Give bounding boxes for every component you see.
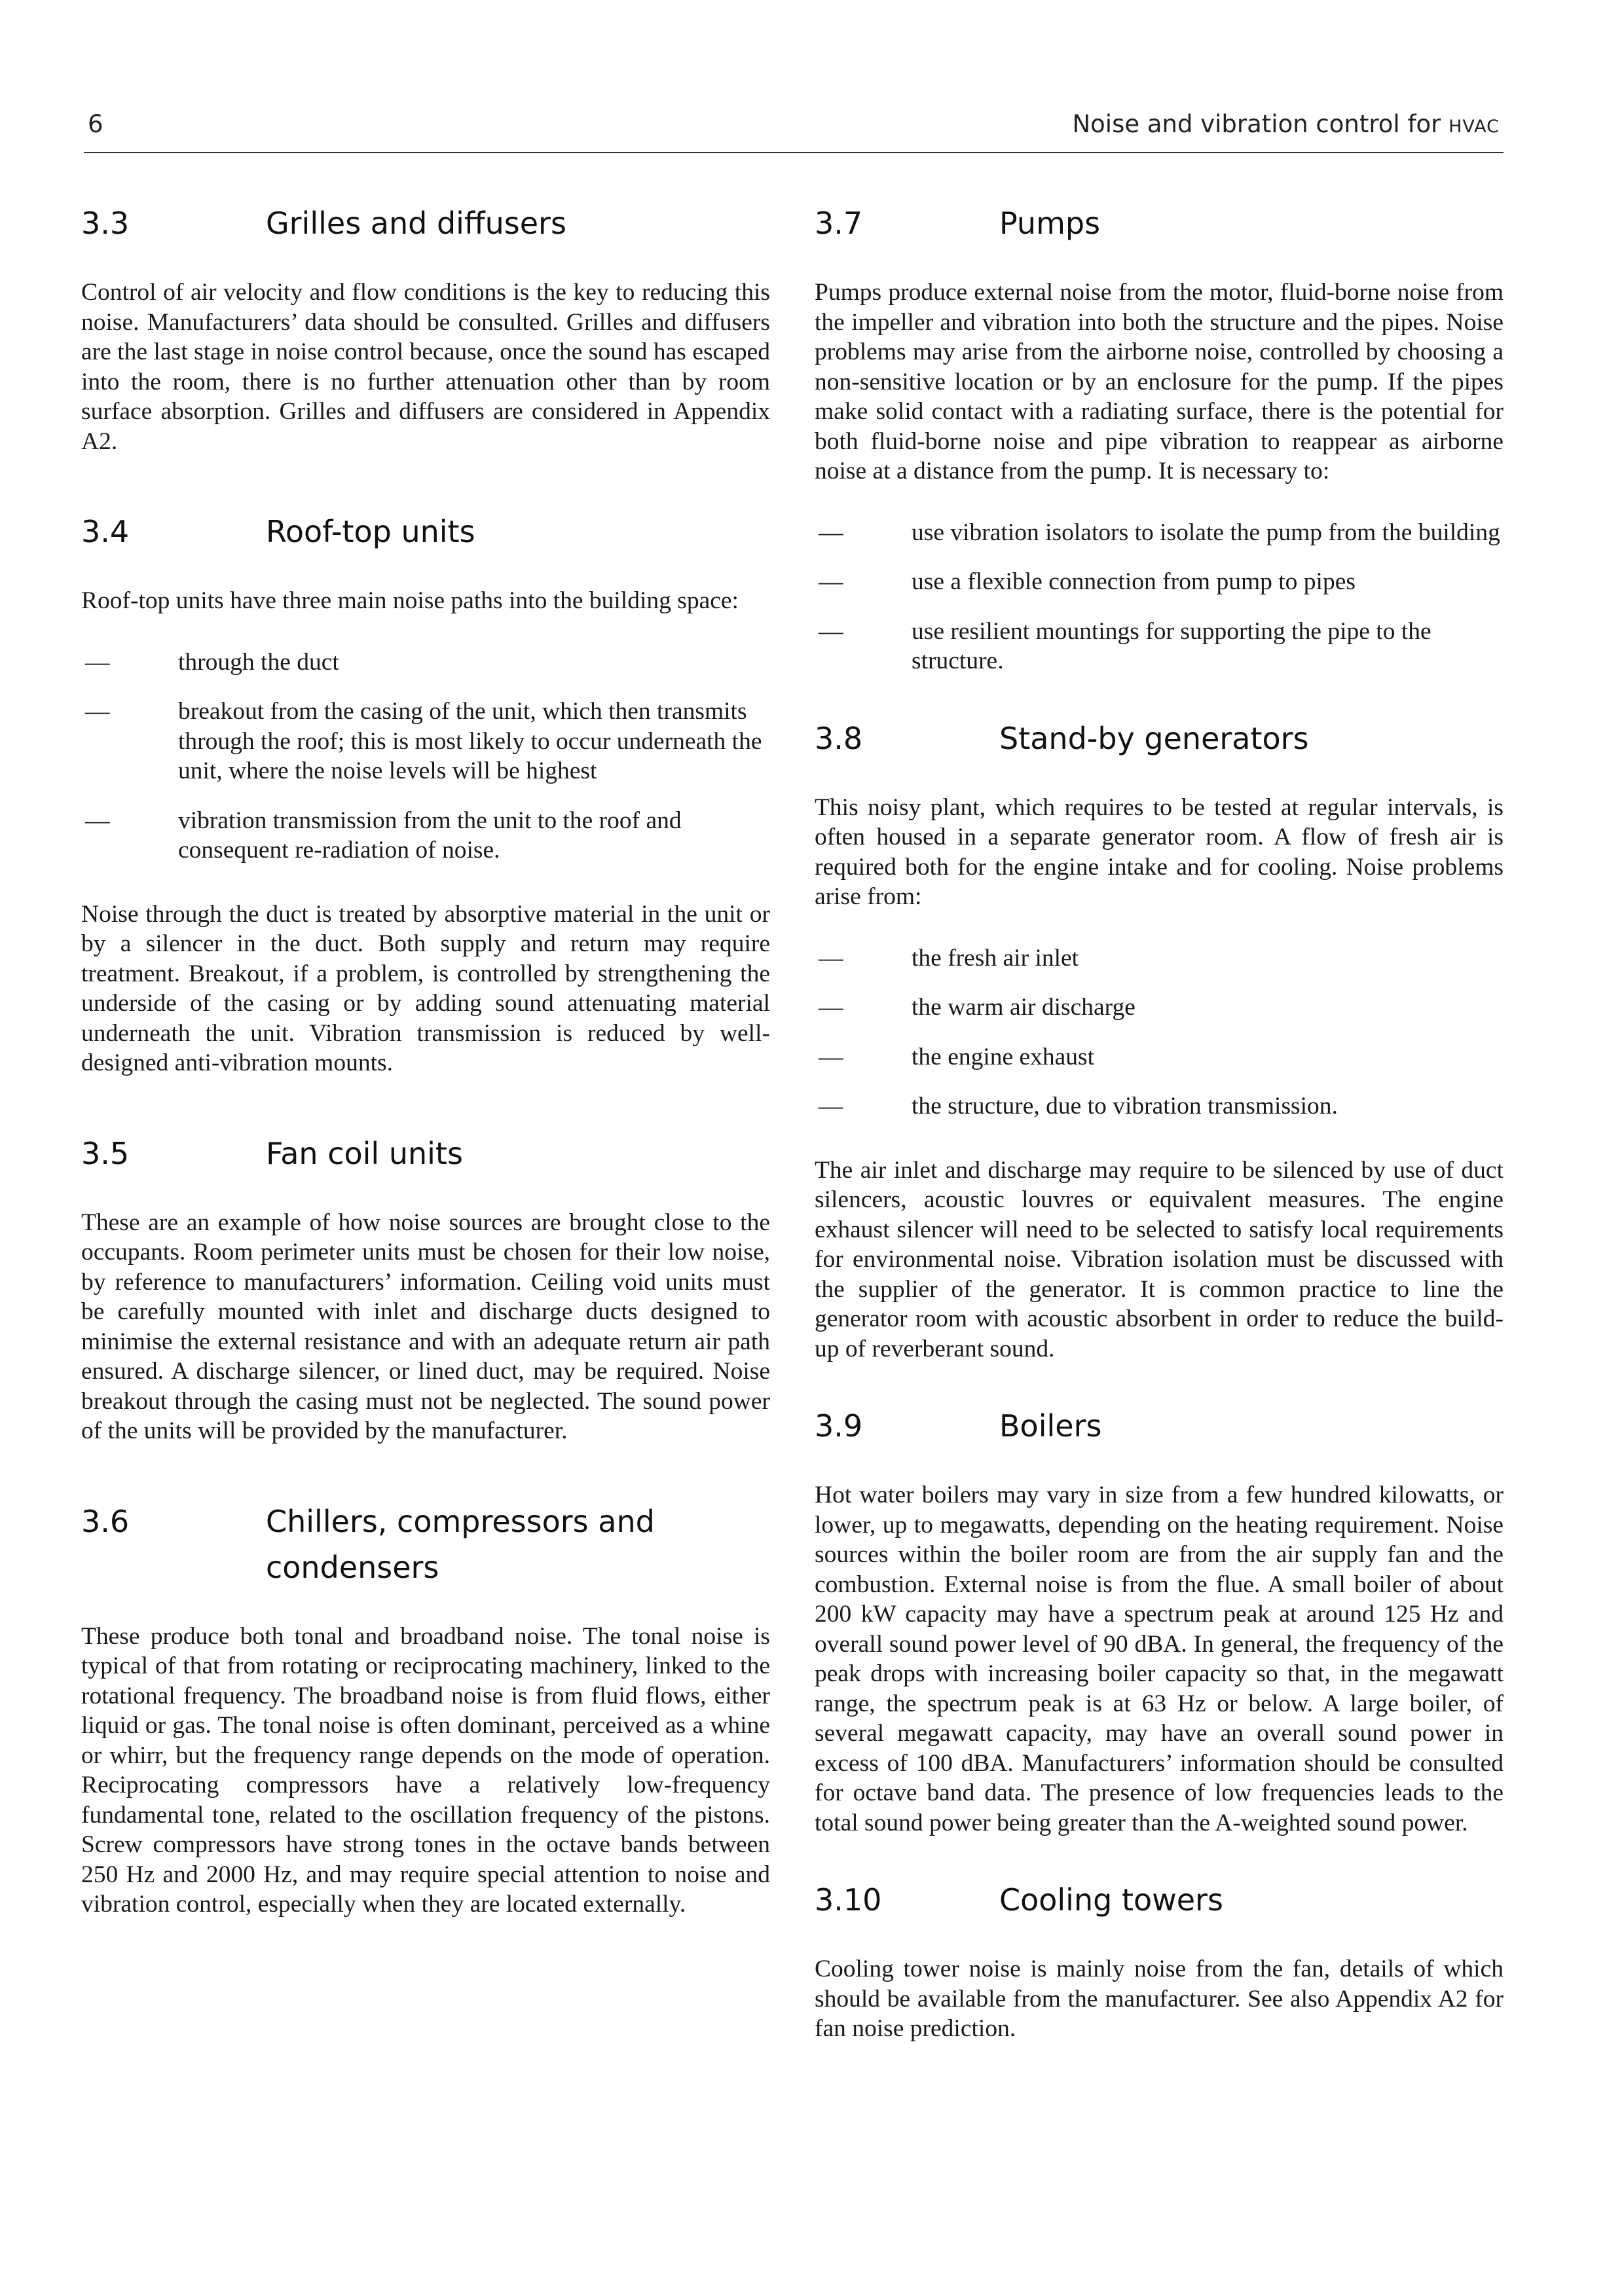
- dash-marker: —: [819, 519, 843, 546]
- section-3-7: [815, 200, 1504, 676]
- section-3-9: [815, 1403, 1504, 1838]
- list-item: [81, 806, 770, 866]
- dash-marker: —: [819, 1093, 843, 1120]
- section-heading: [81, 1499, 770, 1590]
- section-title: Fan coil units: [266, 1135, 463, 1171]
- bullet-list: [815, 943, 1504, 1121]
- section-3-8: [815, 716, 1504, 1364]
- section-3-4: [81, 509, 770, 1078]
- dash-marker: —: [85, 648, 110, 676]
- list-item-text: use resilient mountings for supporting the pipe to the structure.: [912, 617, 1431, 674]
- paragraph: Hot water boilers may vary in size from a few hundred kilowatts, or lower, up to megawatts, depending on the heating requirement. Noise sources within the boiler room are from the air supply fan and the combustion. External noise is from the flue. A small boiler of about 200 kW capacity may have a spectrum peak at around 125 Hz and overall sound power level of 90 dBA. In general, the frequency of the peak drops with increasing boiler capacity so that, in the megawatt range, the spectrum peak is at 63 Hz or below. A large boiler, of several megawatt capacity, may have an overall sound power in excess of 100 dBA. Manufacturers’ information should be consulted for octave band data. The presence of low frequencies leads to the total sound power being greater than the A-weighted sound power.: [815, 1482, 1504, 1836]
- list-item: [815, 943, 1504, 974]
- list-item-text: use vibration isolators to isolate the pump from the building: [912, 519, 1500, 546]
- list-item: [815, 1091, 1504, 1121]
- dash-marker: —: [819, 617, 843, 645]
- header-rule: [84, 152, 1504, 153]
- section-heading: [815, 200, 1504, 246]
- section-number: 3.3: [81, 206, 130, 241]
- list-item-text: breakout from the casing of the unit, which then transmits through the roof; this is most likely to occur underneath the unit, where the noise levels will be highest: [178, 698, 762, 784]
- list-item-text: the engine exhaust: [912, 1043, 1095, 1070]
- section-number: 3.5: [81, 1135, 130, 1171]
- page-number: 6: [88, 110, 103, 138]
- list-item-text: vibration transmission from the unit to the roof and consequent re-radiation of noise.: [178, 807, 682, 864]
- section-heading: [815, 716, 1504, 761]
- list-item: [815, 1042, 1504, 1072]
- section-title: Chillers, compressors and condensers: [266, 1503, 655, 1585]
- left-column: [81, 164, 770, 1951]
- paragraph: Roof-top units have three main noise paths into the building space:: [81, 587, 739, 614]
- page-header: [84, 110, 1504, 149]
- section-heading: [815, 1403, 1504, 1449]
- list-item: [815, 567, 1504, 597]
- dash-marker: —: [85, 698, 110, 725]
- section-heading: [81, 509, 770, 555]
- running-title: [1072, 110, 1500, 138]
- section-3-6: [81, 1499, 770, 1920]
- list-item: [81, 647, 770, 678]
- section-title: Pumps: [999, 206, 1101, 241]
- bullet-list: [81, 647, 770, 866]
- dash-marker: —: [819, 1043, 843, 1070]
- list-item-text: the warm air discharge: [912, 994, 1135, 1021]
- section-number: 3.6: [81, 1503, 130, 1539]
- section-number: 3.9: [815, 1408, 863, 1444]
- dash-marker: —: [85, 807, 110, 834]
- section-3-5: [81, 1131, 770, 1446]
- list-item-text: the structure, due to vibration transmission.: [912, 1093, 1338, 1120]
- section-number: 3.7: [815, 206, 863, 241]
- paragraph: Pumps produce external noise from the motor, fluid-borne noise from the impeller and vibration into both the structure and the pipes. Noise problems may arise from the airborne noise, controlled by choosing a non-sensitive location or by an enclosure for the pump. If the pipes make solid contact with a radiating surface, there is the potential for both fluid-borne noise and pipe vibration to reappear as airborne noise at a distance from the pump. It is necessary to:: [815, 279, 1504, 484]
- paragraph: These are an example of how noise sources are brought close to the occupants. Room perimeter units must be chosen for their low noise, by reference to manufacturers’ information. Ceiling void units must be carefully mounted with inlet and discharge ducts designed to minimise the external resistance and with an adequate return air path ensured. A discharge silencer, or lined duct, may be required. Noise breakout through the casing must not be neglected. The sound power of the units will be provided by the manufacturer.: [81, 1209, 770, 1444]
- running-title-abbr: HVAC: [1449, 117, 1500, 137]
- section-title: Roof-top units: [266, 514, 475, 549]
- list-item-text: the fresh air inlet: [912, 944, 1079, 972]
- list-item-text: through the duct: [178, 648, 339, 676]
- running-title-text: Noise and vibration control for: [1072, 110, 1441, 138]
- dash-marker: —: [819, 944, 843, 972]
- list-item: [815, 518, 1504, 548]
- section-3-10: [815, 1877, 1504, 2044]
- list-item: [81, 697, 770, 786]
- section-number: 3.4: [81, 514, 130, 549]
- section-title: Stand-by generators: [999, 720, 1309, 756]
- section-heading: [81, 200, 770, 246]
- paragraph: Noise through the duct is treated by absorptive material in the unit or by a silencer in the duct. Both supply and return may require treatment. Breakout, if a problem, is controlled by strengthening the underside of the casing or by adding sound attenuating material underneath the unit. Vibration transmission is reduced by well-designed anti-vibration mounts.: [81, 900, 770, 1076]
- paragraph: These produce both tonal and broadband noise. The tonal noise is typical of that from rotating or reciprocating machinery, linked to the rotational frequency. The broadband noise is from fluid flows, either liquid or gas. The tonal noise is often dominant, perceived as a whine or whirr, but the frequency range depends on the mode of operation. Reciprocating compressors have a relatively low-frequency fundamental tone, related to the oscillation frequency of the pistons. Screw compressors have strong tones in the octave bands between 250 Hz and 2000 Hz, and may require special attention to noise and vibration control, especially when they are located externally.: [81, 1622, 770, 1918]
- bullet-list: [815, 518, 1504, 676]
- list-item: [815, 617, 1504, 676]
- section-3-3: [81, 200, 770, 456]
- section-number: 3.10: [815, 1882, 882, 1918]
- paragraph: Cooling tower noise is mainly noise from the fan, details of which should be available from the manufacturer. See also Appendix A2 for fan noise prediction.: [815, 1956, 1504, 2042]
- dash-marker: —: [819, 994, 843, 1021]
- section-heading: [81, 1131, 770, 1176]
- section-heading: [815, 1877, 1504, 1923]
- dash-marker: —: [819, 568, 843, 595]
- section-title: Cooling towers: [999, 1882, 1223, 1918]
- section-title: Boilers: [999, 1408, 1102, 1444]
- paragraph: Control of air velocity and flow conditions is the key to reducing this noise. Manufacturers’ data should be consulted. Grilles and diffusers are the last stage in noise control because, once the sound has escaped into the room, there is no further attenuation other than by room surface absorption. Grilles and diffusers are considered in Appendix A2.: [81, 279, 770, 455]
- right-column: [815, 164, 1504, 2075]
- section-number: 3.8: [815, 720, 863, 756]
- section-title: Grilles and diffusers: [266, 206, 566, 241]
- paragraph: This noisy plant, which requires to be tested at regular intervals, is often housed in a separate generator room. A flow of fresh air is required both for the engine intake and for cooling. Noise problems arise from:: [815, 793, 1504, 910]
- paragraph: The air inlet and discharge may require to be silenced by use of duct silencers, acoustic louvres or equivalent measures. The engine exhaust silencer will need to be selected to satisfy local requirements for environmental noise. Vibration isolation must be discussed with the supplier of the generator. It is common practice to line the generator room with acoustic absorbent in order to reduce the build-up of reverberant sound.: [815, 1156, 1504, 1362]
- list-item: [815, 993, 1504, 1023]
- list-item-text: use a flexible connection from pump to pipes: [912, 568, 1356, 595]
